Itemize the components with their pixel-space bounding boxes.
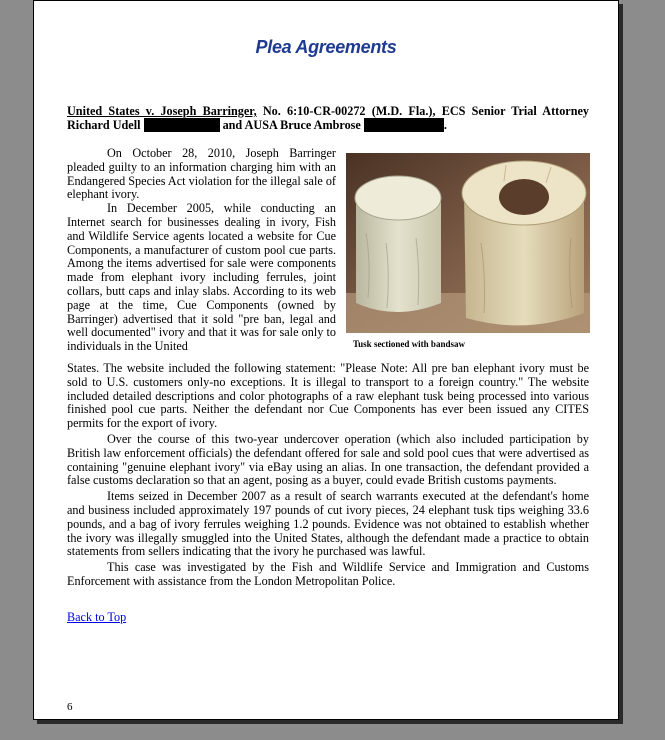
redaction-box-2 bbox=[364, 118, 444, 132]
tusk-photo-illustration bbox=[346, 153, 590, 333]
text-column bbox=[67, 147, 336, 354]
case-heading bbox=[67, 104, 589, 132]
page-title: Plea Agreements bbox=[255, 37, 397, 57]
case-heading-text-1: No. 6:10-CR-00272 (M.D. Fla.), ECS Senior Trial Attorney Richard Udell bbox=[67, 104, 589, 132]
paragraph-undercover: Over the course of this two-year undercover operation (which also included participation by British law enforcement officials) the defendant offered for sale and sold pool cues that were advertised as containing "genuine elephant ivory" via eBay using an alias. In one transaction, the defendant provided a false customs declaration so that an agent, posing as a buyer, could evade British customs payments. bbox=[67, 431, 589, 488]
tusk-photo bbox=[346, 153, 590, 333]
paragraph-investigators: This case was investigated by the Fish and Wildlife Service and Immigration and Customs Enforcement with assistance from the London Metropolitan Police. bbox=[67, 560, 589, 588]
back-to-top-link[interactable]: Back to Top bbox=[67, 610, 127, 624]
document-page bbox=[33, 0, 619, 720]
paragraph-website-continued: States. The website included the following statement: "Please Note: All pre ban elephant ivory must be sold to U.S. customers only-no exceptions. It is illegal to transport to a foreign country." The website included detailed descriptions and color photographs of a raw elephant tusk being processed into various finished pool cue parts. Neither the defendant nor Cue Components has ever been issued any CITES permits for the export of ivory. bbox=[67, 361, 589, 431]
case-name: United States v. Joseph Barringer, bbox=[67, 104, 257, 118]
case-heading-text-2: and AUSA Bruce Ambrose bbox=[219, 118, 364, 132]
redaction-box-1 bbox=[144, 118, 220, 132]
text-body bbox=[67, 362, 589, 589]
case-heading-end: . bbox=[443, 118, 447, 132]
paragraph-investigation: In December 2005, while conducting an Internet search for businesses dealing in ivory, Fish and Wildlife Service agents located a website for Cue Components, a manufacturer of custom pool cue parts. Among the items advertised for sale were components made from elephant ivory including ferrules, joint collars, butt caps and inlay slabs. According to its web page at the time, Cue Components (owned by Barringer) advertised that it sold "pre ban, legal and well documented" ivory and that it was for sale only to individuals in the United bbox=[67, 201, 336, 354]
paragraph-seizure: Items seized in December 2007 as a result of search warrants executed at the defendant's home and business included approximately 197 pounds of cut ivory pieces, 24 elephant tusk tips weighing 33.6 pounds, and a bag of ivory ferrules weighing 1.2 pounds. Evidence was not obtained to establish whether the ivory was illegally smuggled into the United States, although the defendant made a practice to obtain statements from sellers indicating that the ivory he purchased was lawful. bbox=[67, 489, 589, 559]
figure-caption: Tusk sectioned with bandsaw bbox=[353, 339, 465, 349]
paragraph-plea: On October 28, 2010, Joseph Barringer pleaded guilty to an information charging him with an Endangered Species Act violation for the illegal sale of elephant ivory. bbox=[67, 146, 336, 202]
page-number: 6 bbox=[67, 701, 73, 713]
